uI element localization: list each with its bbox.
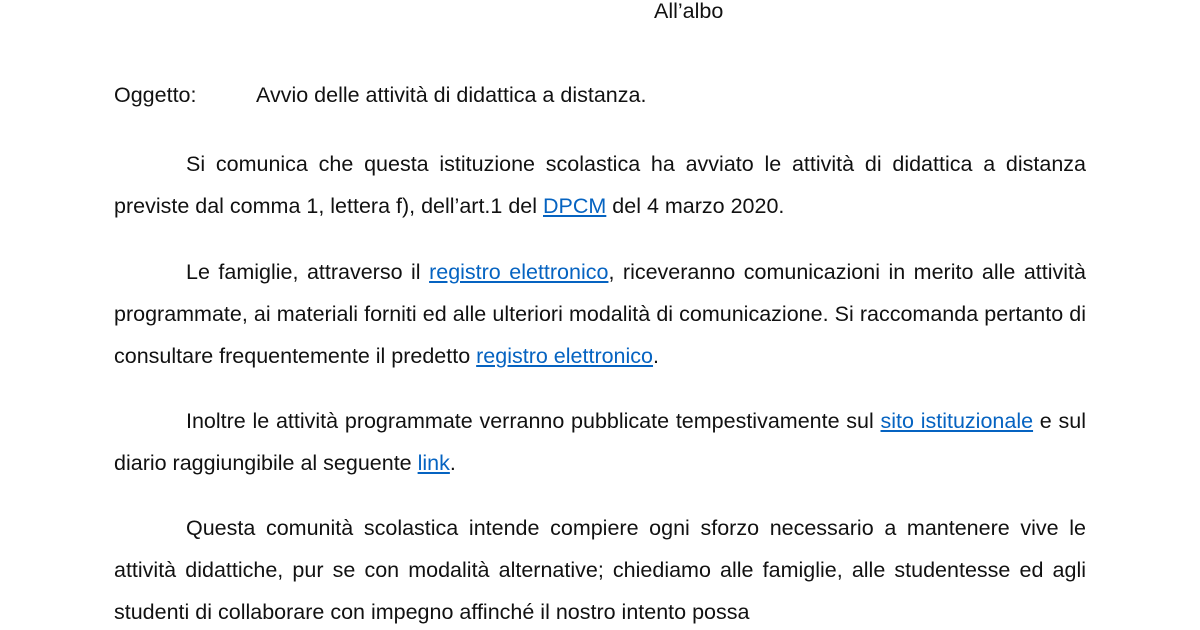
diario-link[interactable]: link	[417, 451, 450, 475]
paragraph-text: .	[449, 451, 456, 475]
paragraph-text: Le famiglie, attraverso il	[186, 260, 430, 284]
registro-elettronico-link[interactable]: registro elettronico	[429, 260, 609, 284]
subject-line	[114, 74, 646, 116]
paragraph-text: e sul diario raggiungibile al seguente	[114, 409, 1086, 475]
dpcm-link[interactable]: DPCM	[543, 194, 607, 218]
paragraph-text: , riceveranno comunicazioni in merito alle attività programmate, ai materiali forniti ed alle ulteriori modalità di comunicazione. Si raccomanda pertanto di consultare frequentemente il predetto	[114, 260, 1086, 368]
registro-elettronico-link-2[interactable]: registro elettronico	[476, 344, 654, 368]
subject-text: Avvio delle attività di didattica a distanza.	[256, 83, 647, 107]
paragraph-dpcm	[114, 143, 1086, 227]
paragraph-text: .	[653, 344, 659, 368]
paragraph-text: Inoltre le attività programmate verranno pubblicate tempestivamente sul	[186, 409, 881, 433]
sito-istituzionale-link[interactable]: sito istituzionale	[880, 409, 1034, 433]
paragraph-text: Si comunica che questa istituzione scolastica ha avviato le attività di didattica a distanza previste dal comma 1, lettera f), dell’art.1 del	[114, 152, 1086, 218]
paragraph-community: Questa comunità scolastica intende compiere ogni sforzo necessario a mantenere vive le attività didattiche, pur se con modalità alternative; chiediamo alle famiglie, alle studentesse ed agli studenti di collaborare con impegno affinché il nostro intento possa	[114, 516, 1086, 624]
paragraph-publication	[114, 400, 1086, 484]
paragraph-families	[114, 251, 1086, 377]
recipient-line: All’albo	[654, 0, 724, 23]
subject-label: Oggetto:	[114, 83, 197, 107]
paragraph-text: del 4 marzo 2020.	[606, 194, 785, 218]
